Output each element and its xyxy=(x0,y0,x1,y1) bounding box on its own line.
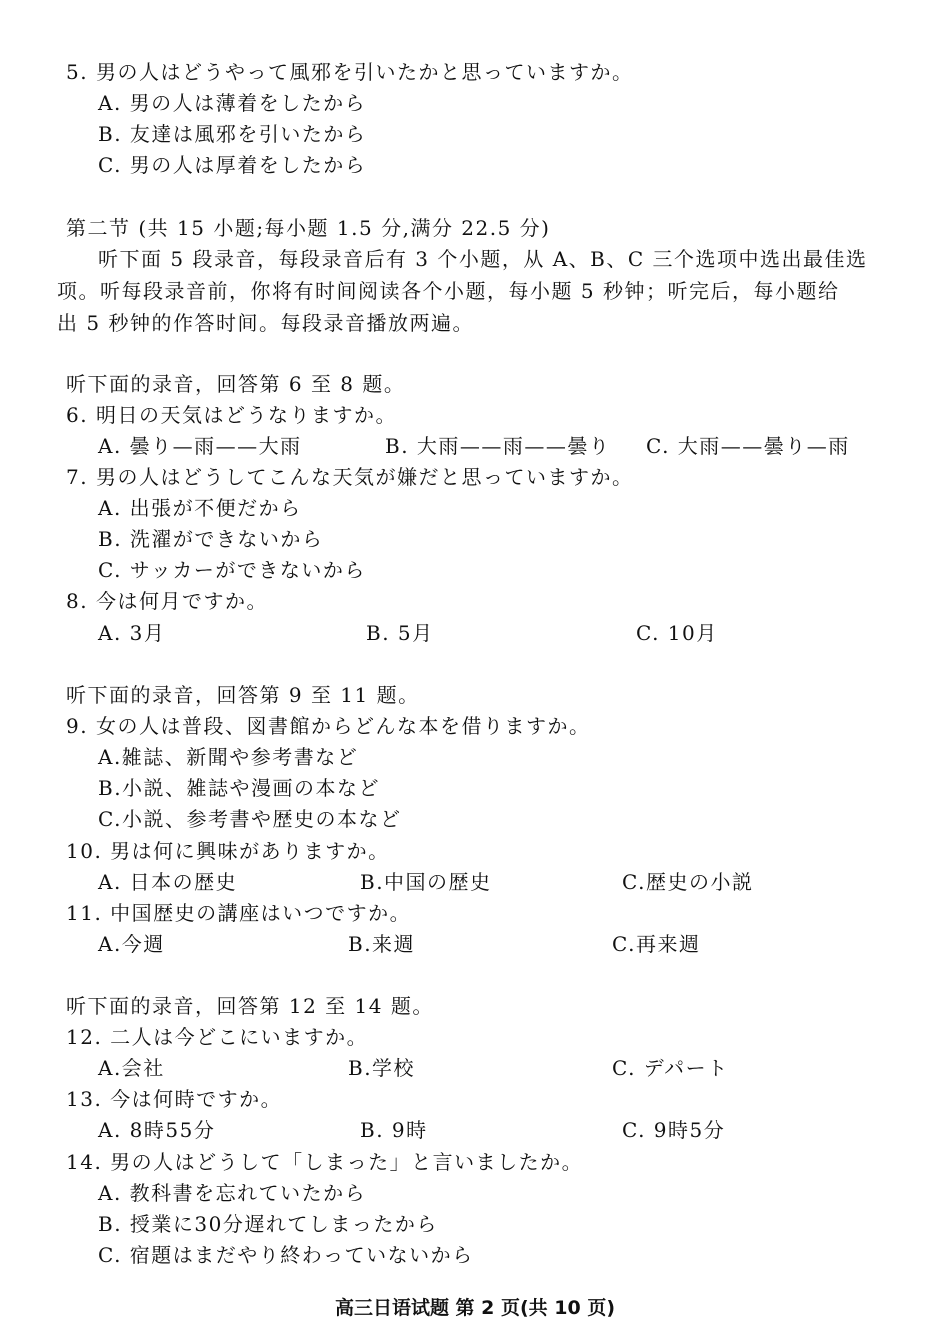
question-5-option-a: A. 男の人は薄着をしたから xyxy=(98,91,367,115)
question-10-stem: 10. 男は何に興味がありますか。 xyxy=(66,839,390,863)
group-2-lead: 听下面的录音，回答第 9 至 11 题。 xyxy=(66,683,420,707)
question-10-option-a: A. 日本の歴史 xyxy=(98,870,238,894)
question-11-stem: 11. 中国歴史の講座はいつですか。 xyxy=(66,901,412,925)
question-9-option-a: A.雑誌、新聞や参考書など xyxy=(98,745,359,769)
question-13-stem: 13. 今は何時ですか。 xyxy=(66,1087,283,1111)
question-8-option-b: B. 5月 xyxy=(366,621,434,645)
question-11-option-b: B.来週 xyxy=(348,932,416,956)
section-2-instruction-line-3: 出 5 秒钟的作答时间。每段录音播放两遍。 xyxy=(57,311,474,335)
question-9-stem: 9. 女の人は普段、図書館からどんな本を借りますか。 xyxy=(66,714,591,738)
question-10-option-b: B.中国の歴史 xyxy=(360,870,492,894)
question-14-option-c: C. 宿題はまだやり終わっていないから xyxy=(98,1243,474,1267)
question-12-option-a: A.会社 xyxy=(98,1056,165,1080)
section-2-header: 第二节 (共 15 小题;每小题 1.5 分,满分 22.5 分) xyxy=(66,216,551,240)
question-7-option-c: C. サッカーができないから xyxy=(98,558,366,582)
question-12-stem: 12. 二人は今どこにいますか。 xyxy=(66,1025,369,1049)
question-5-option-b: B. 友達は風邪を引いたから xyxy=(98,122,367,146)
question-12-option-c: C. デパート xyxy=(612,1056,729,1080)
question-7-option-a: A. 出張が不便だから xyxy=(98,496,302,520)
group-1-lead: 听下面的录音，回答第 6 至 8 题。 xyxy=(66,372,406,396)
question-6-option-b: B. 大雨——雨——曇り xyxy=(385,434,611,458)
question-6-option-c: C. 大雨——曇り—雨 xyxy=(646,434,850,458)
question-8-option-c: C. 10月 xyxy=(636,621,718,645)
question-6-stem: 6. 明日の天気はどうなりますか。 xyxy=(66,403,397,427)
question-13-option-c: C. 9時5分 xyxy=(622,1118,726,1142)
question-7-stem: 7. 男の人はどうしてこんな天気が嫌だと思っていますか。 xyxy=(66,465,634,489)
section-2-instruction-line-1: 听下面 5 段录音，每段录音后有 3 个小题，从 A、B、C 三个选项中选出最佳选 xyxy=(98,247,868,271)
question-13-option-a: A. 8時55分 xyxy=(98,1118,216,1142)
question-14-option-b: B. 授業に30分遅れてしまったから xyxy=(98,1212,438,1236)
question-7-option-b: B. 洗濯ができないから xyxy=(98,527,324,551)
question-14-stem: 14. 男の人はどうして「しまった」と言いましたか。 xyxy=(66,1150,584,1174)
question-5-option-c: C. 男の人は厚着をしたから xyxy=(98,153,367,177)
question-11-option-a: A.今週 xyxy=(98,932,165,956)
question-5-stem: 5. 男の人はどうやって風邪を引いたかと思っていますか。 xyxy=(66,60,634,84)
page-footer: 高三日语试题 第 2 页(共 10 页) xyxy=(334,1297,616,1319)
section-2-instruction-line-2: 项。听每段录音前，你将有时间阅读各个小题，每小题 5 秒钟；听完后，每小题给 xyxy=(57,279,840,303)
question-11-option-c: C.再来週 xyxy=(612,932,701,956)
question-9-option-b: B.小説、雑誌や漫画の本など xyxy=(98,776,381,800)
question-10-option-c: C.歴史の小説 xyxy=(622,870,754,894)
question-8-option-a: A. 3月 xyxy=(98,621,166,645)
question-6-option-a: A. 曇り—雨——大雨 xyxy=(98,434,302,458)
question-13-option-b: B. 9時 xyxy=(360,1118,428,1142)
question-8-stem: 8. 今は何月ですか。 xyxy=(66,589,268,613)
group-3-lead: 听下面的录音，回答第 12 至 14 题。 xyxy=(66,994,434,1018)
question-14-option-a: A. 教科書を忘れていたから xyxy=(98,1181,367,1205)
question-9-option-c: C.小説、参考書や歴史の本など xyxy=(98,807,402,831)
question-12-option-b: B.学校 xyxy=(348,1056,416,1080)
